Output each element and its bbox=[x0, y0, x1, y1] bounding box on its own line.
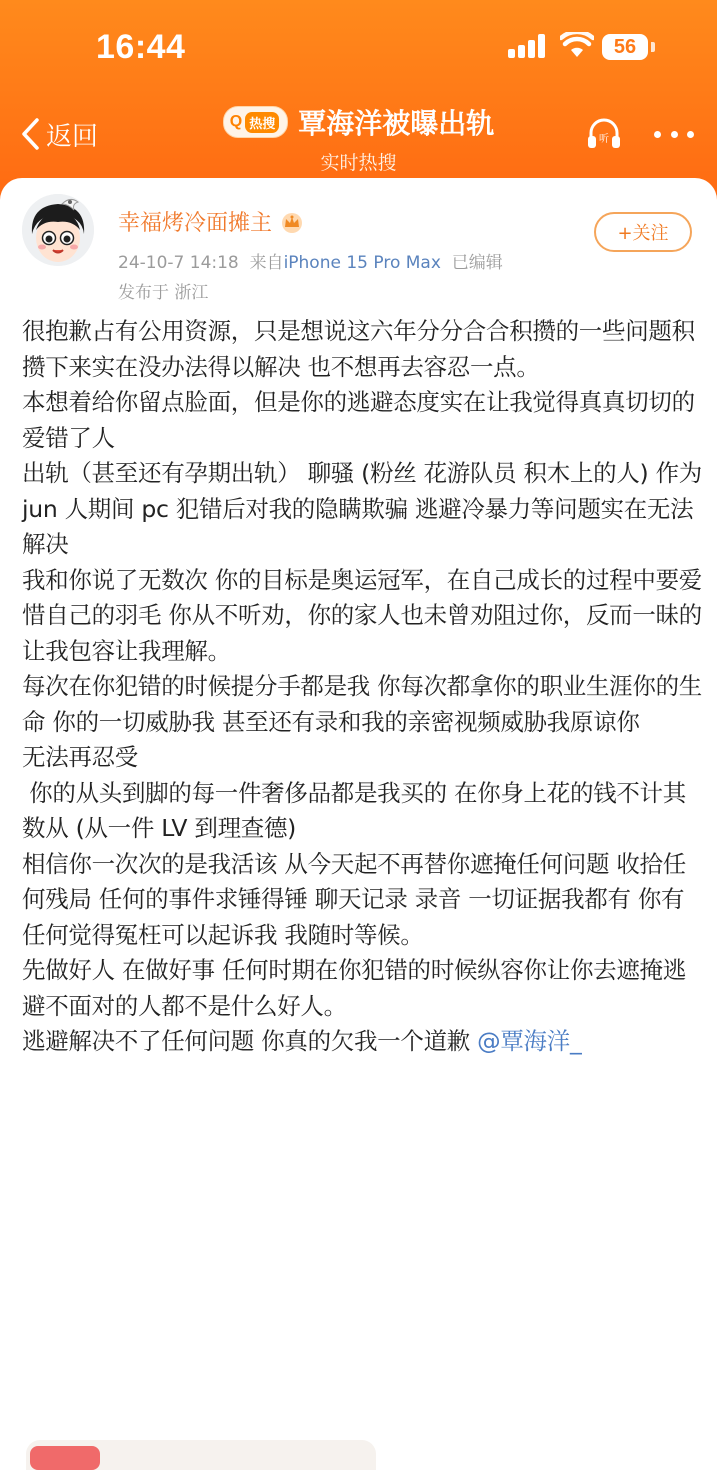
post-body bbox=[22, 314, 710, 1060]
post-device[interactable]: iPhone 15 Pro Max bbox=[283, 253, 441, 273]
listen-icon[interactable] bbox=[586, 116, 622, 152]
mention-link[interactable]: @覃海洋_ bbox=[477, 1027, 582, 1055]
post-paragraph: 你的从头到脚的每一件奢侈品都是我买的 在你身上花的钱不计其数从 (从一件 LV 到理查德) bbox=[22, 778, 686, 842]
follow-button[interactable]: +关注 bbox=[594, 212, 692, 252]
author-name[interactable] bbox=[118, 206, 304, 237]
post-date: 24-10-7 14:18 bbox=[118, 253, 239, 273]
avatar[interactable] bbox=[22, 194, 94, 266]
back-label: 返回 bbox=[46, 121, 99, 152]
post-last-paragraph bbox=[22, 1024, 702, 1060]
header bbox=[0, 0, 717, 200]
post-paragraph: 很抱歉占有公用资源，只是想说这六年分分合合积攒的一些问题积攒下来实在没办法得以解决 也不想再去容忍一点。 bbox=[22, 317, 695, 381]
page-subtitle: 实时热搜 bbox=[320, 152, 397, 174]
avatar-cartoon-icon bbox=[22, 194, 94, 266]
status-time: 16:44 bbox=[96, 28, 186, 66]
battery-icon bbox=[602, 34, 648, 60]
nav-title-row[interactable] bbox=[223, 102, 494, 142]
post-paragraph: 无法再忍受 bbox=[22, 743, 138, 771]
post-paragraph: 本想着给你留点脸面，但是你的逃避态度实在让我觉得真真切切的爱错了人 bbox=[22, 388, 695, 452]
author-name-text: 幸福烤冷面摊主 bbox=[118, 211, 273, 236]
hot-search-badge bbox=[223, 106, 288, 138]
hot-badge-label: 热搜 bbox=[245, 112, 279, 133]
svg-text:听: 听 bbox=[599, 134, 609, 145]
post-card bbox=[0, 178, 717, 1280]
post-meta bbox=[118, 248, 503, 273]
crown-icon bbox=[280, 211, 304, 233]
nav-bar bbox=[0, 96, 717, 186]
post-paragraph: 先做好人 在做好事 任何时期在你犯错的时候纵容你让你去遮掩逃避不面对的人都不是什么好人。 bbox=[22, 956, 686, 1020]
status-bar bbox=[0, 0, 717, 100]
post-last-text: 逃避解决不了任何问题 你真的欠我一个道歉 bbox=[22, 1027, 478, 1055]
post-paragraph: 每次在你犯错的时候提分手都是我 你每次都拿你的职业生涯你的生命 你的一切威胁我 甚至还有录和我的亲密视频威胁我原谅你 bbox=[22, 672, 702, 736]
post-paragraph: 我和你说了无数次 你的目标是奥运冠军，在自己成长的过程中要爱惜自己的羽毛 你从不听劝，你的家人也未曾劝阻过你，反而一昧的让我包容让我理解。 bbox=[22, 565, 702, 665]
post-source-label: 来自 bbox=[249, 253, 284, 273]
page-title: 覃海洋被曝出轨 bbox=[298, 107, 495, 140]
wifi-icon bbox=[560, 32, 594, 58]
more-icon[interactable] bbox=[654, 126, 694, 142]
battery-tip bbox=[651, 42, 655, 52]
post-paragraph: 出轨（甚至还有孕期出轨） 聊骚 (粉丝 花游队员 积木上的人) 作为 jun 人期间 pc 犯错后对我的隐瞒欺骗 逃避冷暴力等问题实在无法解决 bbox=[22, 459, 710, 558]
search-icon: Q bbox=[229, 113, 243, 130]
post-location: 发布于 浙江 bbox=[118, 283, 209, 303]
next-item-peek bbox=[26, 1440, 376, 1470]
next-item-tag bbox=[30, 1446, 100, 1470]
post-paragraph: 相信你一次次的是我活该 从今天起不再替你遮掩任何问题 收拾任何残局 任何的事件求锤得锤 聊天记录 录音 一切证据我都有 你有任何觉得冤枉可以起诉我 我随时等候。 bbox=[22, 849, 686, 949]
edited-label: 已编辑 bbox=[451, 253, 503, 273]
battery-level: 56 bbox=[613, 35, 637, 58]
signal-icon bbox=[508, 34, 550, 58]
